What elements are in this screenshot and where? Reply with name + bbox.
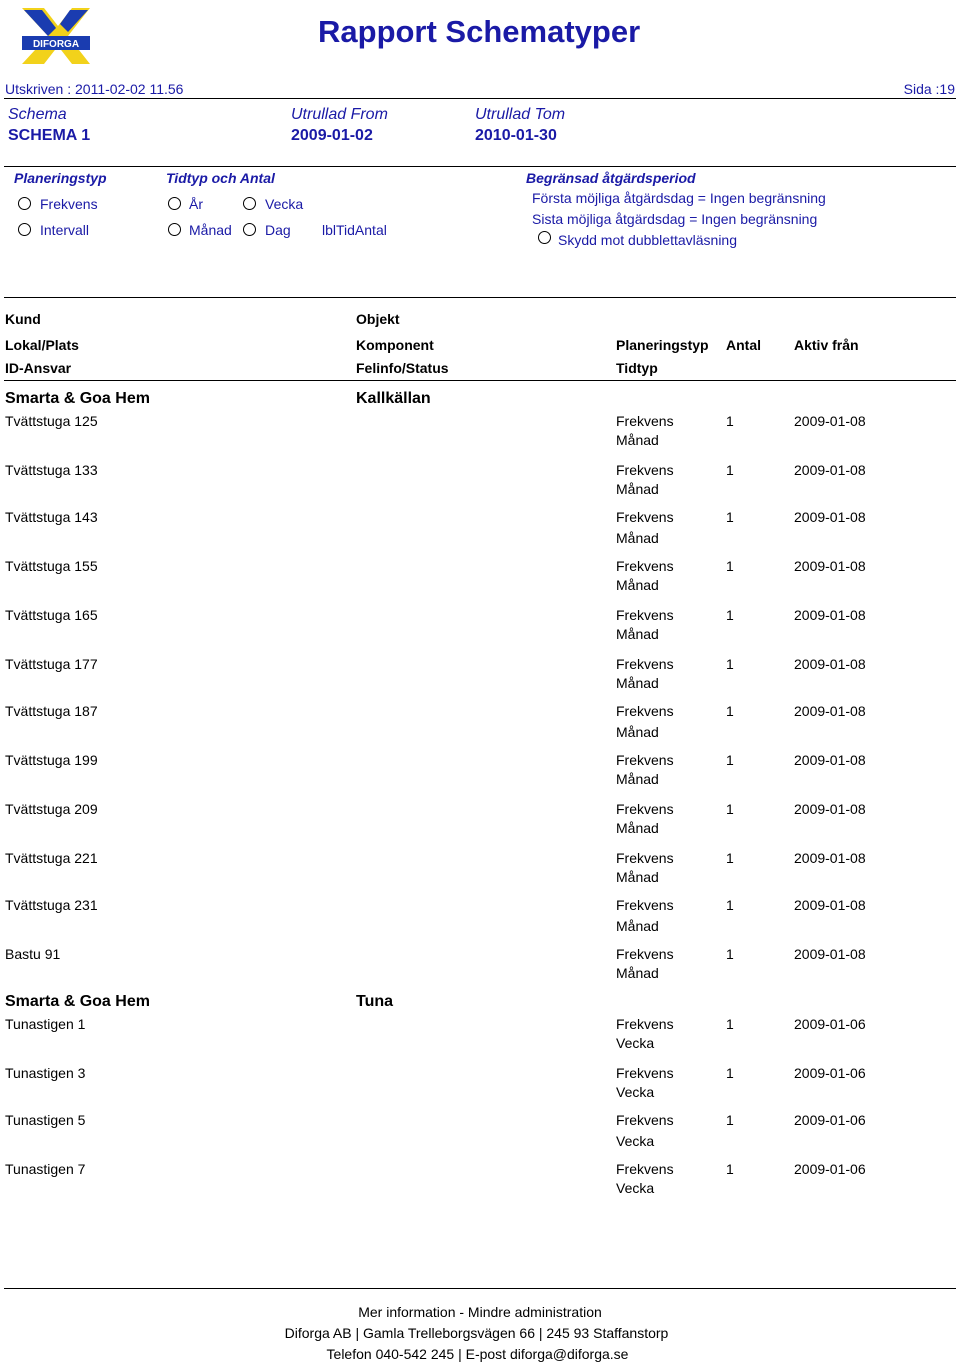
plan-cell: Frekvens xyxy=(616,1016,674,1032)
antal-cell: 1 xyxy=(726,1112,734,1128)
divider xyxy=(4,380,956,381)
tidtyp-cell: Månad xyxy=(616,918,659,934)
col-planeringstyp: Planeringstyp xyxy=(616,337,709,353)
lokal-cell: Tunastigen 5 xyxy=(5,1112,86,1128)
plan-cell: Frekvens xyxy=(616,558,674,574)
planeringstyp-title: Planeringstyp xyxy=(14,170,107,186)
tidtyp-title: Tidtyp och Antal xyxy=(166,170,275,186)
aktiv-cell: 2009-01-08 xyxy=(794,946,866,962)
ar-label: År xyxy=(189,196,203,212)
tidtyp-cell: Vecka xyxy=(616,1035,655,1051)
aktiv-cell: 2009-01-08 xyxy=(794,752,866,768)
plan-cell: Frekvens xyxy=(616,1065,674,1081)
antal-cell: 1 xyxy=(726,607,734,623)
printed-date: Utskriven : 2011-02-02 11.56 xyxy=(5,81,184,97)
col-kund: Kund xyxy=(5,311,41,327)
svg-text:DIFORGA: DIFORGA xyxy=(32,39,80,50)
plan-cell: Frekvens xyxy=(616,897,674,913)
antal-cell: 1 xyxy=(726,509,734,525)
tidtyp-cell: Månad xyxy=(616,530,659,546)
tidtyp-cell: Månad xyxy=(616,675,659,691)
antal-cell: 1 xyxy=(726,558,734,574)
antal-cell: 1 xyxy=(726,462,734,478)
lokal-cell: Tunastigen 1 xyxy=(5,1016,86,1032)
frekvens-label: Frekvens xyxy=(40,196,98,212)
group-objekt: Tuna xyxy=(356,993,394,1010)
manad-radio[interactable] xyxy=(168,223,181,236)
divider xyxy=(4,297,956,298)
aktiv-cell: 2009-01-06 xyxy=(794,1016,866,1032)
aktiv-cell: 2009-01-08 xyxy=(794,801,866,817)
lokal-cell: Tvättstuga 165 xyxy=(5,607,98,623)
dag-label: Dag xyxy=(265,222,291,238)
intervall-radio[interactable] xyxy=(18,223,31,236)
tidtyp-cell: Månad xyxy=(616,820,659,836)
footer-divider xyxy=(4,1288,956,1289)
dag-radio[interactable] xyxy=(243,223,256,236)
forsta-label: Första möjliga åtgärdsdag = Ingen begränsning xyxy=(532,190,826,206)
lokal-cell: Tvättstuga 231 xyxy=(5,897,98,913)
lokal-cell: Tvättstuga 177 xyxy=(5,656,98,672)
aktiv-cell: 2009-01-06 xyxy=(794,1065,866,1081)
ar-radio[interactable] xyxy=(168,197,181,210)
plan-cell: Frekvens xyxy=(616,801,674,817)
aktiv-cell: 2009-01-08 xyxy=(794,509,866,525)
lokal-cell: Tvättstuga 125 xyxy=(5,413,98,429)
plan-cell: Frekvens xyxy=(616,462,674,478)
intervall-label: Intervall xyxy=(40,222,90,238)
antal-cell: 1 xyxy=(726,1016,734,1032)
plan-cell: Frekvens xyxy=(616,1112,674,1128)
tidtyp-cell: Vecka xyxy=(616,1133,655,1149)
skydd-radio[interactable] xyxy=(538,231,551,244)
antal-cell: 1 xyxy=(726,1161,734,1177)
plan-cell: Frekvens xyxy=(616,703,674,719)
tidtyp-cell: Månad xyxy=(616,869,659,885)
plan-cell: Frekvens xyxy=(616,752,674,768)
footer-address: Diforga AB | Gamla Trelleborgsvägen 66 | 245 93 Staffanstorp xyxy=(284,1325,669,1341)
manad-label: Månad xyxy=(189,222,232,238)
antal-cell: 1 xyxy=(726,413,734,429)
vecka-label: Vecka xyxy=(265,196,304,212)
tidtyp-cell: Månad xyxy=(616,626,659,642)
aktiv-cell: 2009-01-08 xyxy=(794,897,866,913)
col-komponent: Komponent xyxy=(356,337,434,353)
lokal-cell: Tvättstuga 187 xyxy=(5,703,98,719)
group-kund: Smarta & Goa Hem xyxy=(5,390,150,407)
divider xyxy=(4,166,956,167)
group-objekt: Kallkällan xyxy=(356,390,431,407)
group-kund: Smarta & Goa Hem xyxy=(5,993,150,1010)
aktiv-cell: 2009-01-08 xyxy=(794,656,866,672)
lokal-cell: Tunastigen 3 xyxy=(5,1065,86,1081)
tidtyp-cell: Månad xyxy=(616,432,659,448)
tidtyp-cell: Vecka xyxy=(616,1084,655,1100)
col-aktiv-fran: Aktiv från xyxy=(794,337,859,353)
sista-label: Sista möjliga åtgärdsdag = Ingen begränsning xyxy=(532,211,818,227)
vecka-radio[interactable] xyxy=(243,197,256,210)
plan-cell: Frekvens xyxy=(616,946,674,962)
col-felinfo: Felinfo/Status xyxy=(356,360,449,376)
plan-cell: Frekvens xyxy=(616,1161,674,1177)
diforga-logo xyxy=(18,6,94,68)
plan-cell: Frekvens xyxy=(616,850,674,866)
aktiv-cell: 2009-01-08 xyxy=(794,607,866,623)
lokal-cell: Tunastigen 7 xyxy=(5,1161,86,1177)
aktiv-cell: 2009-01-06 xyxy=(794,1161,866,1177)
aktiv-cell: 2009-01-06 xyxy=(794,1112,866,1128)
aktiv-cell: 2009-01-08 xyxy=(794,703,866,719)
tidtyp-cell: Vecka xyxy=(616,1180,655,1196)
antal-cell: 1 xyxy=(726,897,734,913)
antal-cell: 1 xyxy=(726,1065,734,1081)
aktiv-cell: 2009-01-08 xyxy=(794,413,866,429)
tidtyp-cell: Månad xyxy=(616,481,659,497)
plan-cell: Frekvens xyxy=(616,413,674,429)
lokal-cell: Tvättstuga 133 xyxy=(5,462,98,478)
tidantal-label: lblTidAntal xyxy=(322,222,387,238)
aktiv-cell: 2009-01-08 xyxy=(794,850,866,866)
to-label: Utrullad Tom xyxy=(475,106,566,123)
schema-label: Schema xyxy=(8,106,67,123)
antal-cell: 1 xyxy=(726,703,734,719)
from-value: 2009-01-02 xyxy=(291,127,373,144)
antal-cell: 1 xyxy=(726,946,734,962)
lokal-cell: Tvättstuga 209 xyxy=(5,801,98,817)
lokal-cell: Tvättstuga 143 xyxy=(5,509,98,525)
plan-cell: Frekvens xyxy=(616,509,674,525)
lokal-cell: Tvättstuga 155 xyxy=(5,558,98,574)
tidtyp-cell: Månad xyxy=(616,724,659,740)
col-objekt: Objekt xyxy=(356,311,400,327)
tidtyp-cell: Månad xyxy=(616,771,659,787)
footer-contact: Telefon 040-542 245 | E-post diforga@diforga.se xyxy=(326,1346,629,1362)
antal-cell: 1 xyxy=(726,656,734,672)
col-tidtyp: Tidtyp xyxy=(616,360,658,376)
page-title: Rapport Schematyper xyxy=(318,14,641,49)
plan-cell: Frekvens xyxy=(616,656,674,672)
tidtyp-cell: Månad xyxy=(616,577,659,593)
antal-cell: 1 xyxy=(726,752,734,768)
divider xyxy=(4,98,956,99)
lokal-cell: Tvättstuga 221 xyxy=(5,850,98,866)
logo-mark-icon xyxy=(18,6,94,68)
col-lokal: Lokal/Plats xyxy=(5,337,79,353)
aktiv-cell: 2009-01-08 xyxy=(794,462,866,478)
plan-cell: Frekvens xyxy=(616,607,674,623)
lokal-cell: Tvättstuga 199 xyxy=(5,752,98,768)
frekvens-radio[interactable] xyxy=(18,197,31,210)
antal-cell: 1 xyxy=(726,850,734,866)
from-label: Utrullad From xyxy=(291,106,388,123)
col-idansvar: ID-Ansvar xyxy=(5,360,72,376)
tidtyp-cell: Månad xyxy=(616,965,659,981)
schema-value: SCHEMA 1 xyxy=(8,127,91,144)
page-number: Sida :19 xyxy=(903,81,955,97)
antal-cell: 1 xyxy=(726,801,734,817)
skydd-label: Skydd mot dubblettavläsning xyxy=(558,232,737,248)
col-antal: Antal xyxy=(726,337,761,353)
to-value: 2010-01-30 xyxy=(475,127,557,144)
footer-tagline: Mer information - Mindre administration xyxy=(358,1304,602,1320)
aktiv-cell: 2009-01-08 xyxy=(794,558,866,574)
lokal-cell: Bastu 91 xyxy=(5,946,61,962)
begransad-title: Begränsad åtgärdsperiod xyxy=(526,170,696,186)
